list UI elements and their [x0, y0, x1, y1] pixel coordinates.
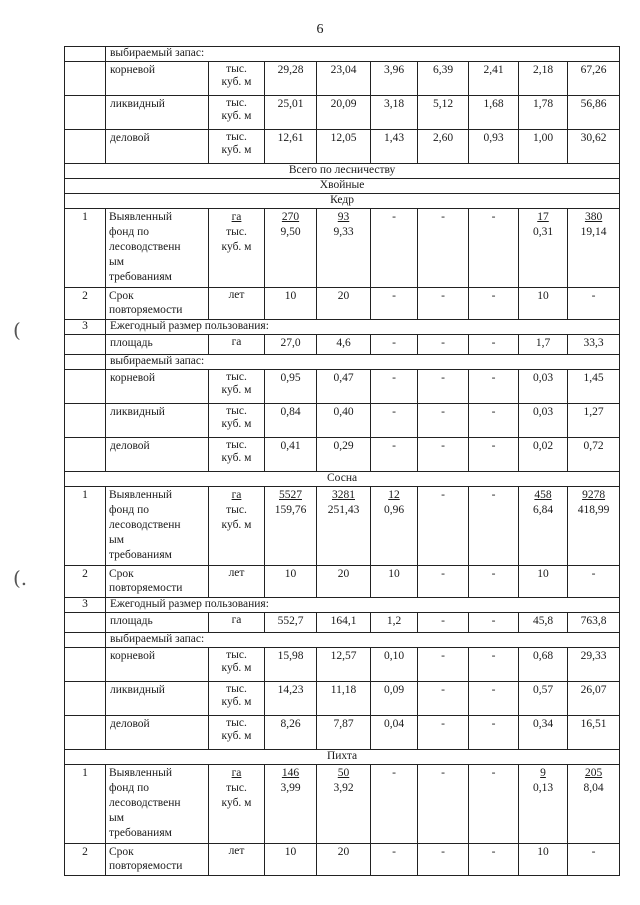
value-cell: -	[469, 404, 519, 438]
row-index: 1	[65, 487, 106, 566]
fund-label	[106, 487, 209, 566]
value-cell: 1,00	[519, 130, 568, 164]
table-row	[65, 844, 620, 876]
cell-line: тыс.	[226, 717, 247, 729]
row-index	[65, 47, 106, 62]
value-cell: 763,8	[568, 613, 620, 633]
section-group: Хвойные	[65, 179, 620, 194]
value-cell	[371, 765, 418, 844]
value-cell: -	[371, 370, 418, 404]
value-cell: 164,1	[317, 613, 371, 633]
row-label: деловой	[106, 716, 209, 750]
cell-line: куб. м	[221, 144, 252, 156]
table-row	[65, 370, 620, 404]
value-cell: -	[568, 844, 620, 876]
row-index: 2	[65, 844, 106, 876]
value-cell: 3,18	[371, 96, 418, 130]
cell-line: фонд по	[109, 504, 149, 516]
table-row	[65, 472, 620, 487]
value-cell: 1,78	[519, 96, 568, 130]
value-cell: 0,84	[265, 404, 317, 438]
cell-line: куб. м	[221, 418, 252, 430]
row-index	[65, 96, 106, 130]
value-cell: 33,3	[568, 335, 620, 355]
value-cell: -	[469, 288, 519, 320]
value-cell: 29,33	[568, 648, 620, 682]
value-cell: 12,05	[317, 130, 371, 164]
fund-label	[106, 209, 209, 288]
cell-line: тыс.	[226, 131, 247, 143]
cell-line: 418,99	[577, 504, 610, 516]
value-cell: -	[568, 288, 620, 320]
species-header: Кедр	[65, 194, 620, 209]
value-cell: -	[418, 288, 469, 320]
table-row	[65, 682, 620, 716]
cell-line: требованиям	[109, 827, 172, 839]
cell-line: куб. м	[221, 452, 252, 464]
value-cell	[568, 209, 620, 288]
cell-line: ым	[109, 534, 125, 546]
row-label: деловой	[106, 438, 209, 472]
table-row	[65, 750, 620, 765]
cell-line: куб. м	[221, 110, 252, 122]
row-label: корневой	[106, 370, 209, 404]
margin-mark: (	[13, 318, 21, 342]
value-cell: 0,29	[317, 438, 371, 472]
value-cell: 25,01	[265, 96, 317, 130]
row-index	[65, 716, 106, 750]
unit-cell: га	[209, 613, 265, 633]
cell-line: ым	[109, 256, 125, 268]
page-number: 6	[316, 22, 324, 37]
cell-line: повторяемости	[109, 304, 183, 316]
cell-line: куб. м	[221, 696, 252, 708]
value-cell: -	[418, 682, 469, 716]
value-cell: 29,28	[265, 62, 317, 96]
cell-line: требованиям	[109, 271, 172, 283]
table-row	[65, 62, 620, 96]
value-cell: -	[568, 566, 620, 598]
cell-line: тыс.	[226, 226, 247, 238]
fund-label	[106, 765, 209, 844]
cell-line: 17	[537, 211, 549, 223]
value-cell: -	[418, 566, 469, 598]
value-cell: 10	[371, 566, 418, 598]
row-index: 1	[65, 209, 106, 288]
value-cell: 10	[519, 566, 568, 598]
cell-line: лесоводственн	[109, 519, 181, 531]
table-row	[65, 566, 620, 598]
row-index	[65, 355, 106, 370]
value-cell: 0,95	[265, 370, 317, 404]
cell-line: лесоводственн	[109, 241, 181, 253]
value-cell: 56,86	[568, 96, 620, 130]
value-cell: -	[418, 335, 469, 355]
cell-line: 0,96	[383, 504, 405, 516]
cell-line: га	[231, 767, 242, 779]
value-cell: 30,62	[568, 130, 620, 164]
table-row	[65, 765, 620, 844]
row-index: 3	[65, 320, 106, 335]
value-cell: 2,60	[418, 130, 469, 164]
row-index	[65, 62, 106, 96]
table-row	[65, 320, 620, 335]
value-cell	[519, 765, 568, 844]
value-cell: 10	[265, 288, 317, 320]
unit-cell: лет	[209, 566, 265, 598]
cell-line: 19,14	[580, 226, 607, 238]
cell-line: лесоводственн	[109, 797, 181, 809]
value-cell: 0,04	[371, 716, 418, 750]
cell-line: Выявленный	[109, 767, 172, 779]
value-cell: 7,87	[317, 716, 371, 750]
annual-label: Ежегодный размер пользования:	[106, 598, 620, 613]
cell-line: куб. м	[221, 76, 252, 88]
row-index: 2	[65, 288, 106, 320]
cell-line: 159,76	[274, 504, 307, 516]
cell-line: -	[392, 211, 396, 223]
row-label: ликвидный	[106, 96, 209, 130]
table-row	[65, 194, 620, 209]
row-label: площадь	[106, 335, 209, 355]
cell-line: тыс.	[226, 649, 247, 661]
value-cell: -	[469, 682, 519, 716]
value-cell: -	[469, 844, 519, 876]
row-index	[65, 335, 106, 355]
value-cell: 14,23	[265, 682, 317, 716]
table-row	[65, 288, 620, 320]
value-cell	[371, 209, 418, 288]
row-label: корневой	[106, 62, 209, 96]
cell-line: Срок	[109, 568, 134, 580]
value-cell	[519, 487, 568, 566]
value-cell: 552,7	[265, 613, 317, 633]
period-label	[106, 288, 209, 320]
cell-line: требованиям	[109, 549, 172, 561]
value-cell: 16,51	[568, 716, 620, 750]
value-cell	[317, 487, 371, 566]
value-cell: 5,12	[418, 96, 469, 130]
cell-line: 12	[388, 489, 400, 501]
unit-cell	[209, 209, 265, 288]
value-cell: 26,07	[568, 682, 620, 716]
value-cell: -	[469, 716, 519, 750]
cell-line: фонд по	[109, 782, 149, 794]
unit-cell: лет	[209, 844, 265, 876]
value-cell: 20	[317, 844, 371, 876]
value-cell: 20,09	[317, 96, 371, 130]
cell-line: 9,50	[280, 226, 301, 238]
cell-line: га	[231, 489, 242, 501]
cell-line: Выявленный	[109, 211, 172, 223]
value-cell	[317, 765, 371, 844]
row-index: 1	[65, 765, 106, 844]
value-cell	[568, 487, 620, 566]
row-index	[65, 648, 106, 682]
cell-line: 251,43	[327, 504, 360, 516]
cell-line: 6,84	[532, 504, 554, 516]
value-cell: -	[418, 209, 469, 288]
cell-line: куб. м	[221, 519, 252, 531]
unit-cell	[209, 404, 265, 438]
value-cell: 10	[265, 844, 317, 876]
value-cell: -	[371, 404, 418, 438]
value-cell: -	[418, 716, 469, 750]
table-row	[65, 335, 620, 355]
value-cell: 0,03	[519, 404, 568, 438]
value-cell: 1,68	[469, 96, 519, 130]
value-cell	[371, 487, 418, 566]
value-cell: 20	[317, 566, 371, 598]
value-cell: 1,2	[371, 613, 418, 633]
value-cell: -	[371, 335, 418, 355]
cell-line: 9278	[582, 489, 606, 501]
cell-line: тыс.	[226, 371, 247, 383]
value-cell: 1,27	[568, 404, 620, 438]
unit-cell	[209, 96, 265, 130]
species-header: Сосна	[65, 472, 620, 487]
value-cell: -	[469, 765, 519, 844]
unit-cell	[209, 62, 265, 96]
row-label: деловой	[106, 130, 209, 164]
margin-mark: (.	[13, 566, 28, 590]
cell-line: тыс.	[226, 782, 247, 794]
value-cell: -	[418, 844, 469, 876]
table-row	[65, 47, 620, 62]
reserve-label: выбираемый запас:	[106, 355, 620, 370]
value-cell: 4,6	[317, 335, 371, 355]
period-label	[106, 566, 209, 598]
reserve-label: выбираемый запас:	[106, 633, 620, 648]
cell-line: тыс.	[226, 63, 247, 75]
value-cell: 27,0	[265, 335, 317, 355]
cell-line: 93	[337, 211, 350, 223]
cell-line: тыс.	[226, 504, 247, 516]
value-cell: 2,18	[519, 62, 568, 96]
unit-cell	[209, 765, 265, 844]
value-cell: -	[371, 288, 418, 320]
row-label: площадь	[106, 613, 209, 633]
value-cell: 45,8	[519, 613, 568, 633]
row-index	[65, 404, 106, 438]
cell-line: тыс.	[226, 405, 247, 417]
unit-cell	[209, 487, 265, 566]
cell-line: куб. м	[221, 384, 252, 396]
cell-line: 380	[584, 211, 603, 223]
table-row	[65, 96, 620, 130]
unit-cell	[209, 130, 265, 164]
table-body	[65, 47, 620, 876]
cell-line: 9	[540, 767, 546, 779]
row-index: 3	[65, 598, 106, 613]
value-cell: -	[469, 566, 519, 598]
value-cell: -	[418, 648, 469, 682]
value-cell: -	[418, 404, 469, 438]
cell-line: Выявленный	[109, 489, 172, 501]
value-cell: -	[371, 844, 418, 876]
value-cell: -	[469, 335, 519, 355]
value-cell: -	[469, 613, 519, 633]
table-row	[65, 598, 620, 613]
value-cell: 3,96	[371, 62, 418, 96]
value-cell: 12,57	[317, 648, 371, 682]
cell-line: повторяемости	[109, 582, 183, 594]
cell-line: 50	[337, 767, 350, 779]
value-cell	[265, 209, 317, 288]
value-cell: 15,98	[265, 648, 317, 682]
species-header: Пихта	[65, 750, 620, 765]
row-index	[65, 130, 106, 164]
unit-cell	[209, 648, 265, 682]
row-index	[65, 682, 106, 716]
value-cell: -	[469, 438, 519, 472]
value-cell	[265, 765, 317, 844]
reserve-label: выбираемый запас:	[106, 47, 620, 62]
unit-cell	[209, 370, 265, 404]
row-index	[65, 633, 106, 648]
value-cell: -	[418, 370, 469, 404]
row-index	[65, 613, 106, 633]
cell-line: куб. м	[221, 662, 252, 674]
value-cell: 1,43	[371, 130, 418, 164]
unit-cell: лет	[209, 288, 265, 320]
value-cell: 10	[519, 844, 568, 876]
value-cell: -	[469, 209, 519, 288]
value-cell: 0,41	[265, 438, 317, 472]
period-label	[106, 844, 209, 876]
section-total: Всего по лесничеству	[65, 164, 620, 179]
value-cell: -	[371, 438, 418, 472]
table-row	[65, 404, 620, 438]
cell-line: тыс.	[226, 439, 247, 451]
value-cell: 6,39	[418, 62, 469, 96]
cell-line: 458	[534, 489, 552, 501]
table-row	[65, 179, 620, 194]
value-cell: 0,02	[519, 438, 568, 472]
value-cell: -	[418, 613, 469, 633]
cell-line: повторяемости	[109, 860, 183, 872]
value-cell	[317, 209, 371, 288]
row-label: корневой	[106, 648, 209, 682]
cell-line: 146	[281, 767, 300, 779]
value-cell: 20	[317, 288, 371, 320]
cell-line: 205	[584, 767, 603, 779]
value-cell: 11,18	[317, 682, 371, 716]
cell-line: 0,13	[532, 782, 554, 794]
cell-line: куб. м	[221, 730, 252, 742]
unit-cell	[209, 682, 265, 716]
table-row	[65, 130, 620, 164]
value-cell: 1,7	[519, 335, 568, 355]
cell-line: 9,33	[333, 226, 354, 238]
cell-line: тыс.	[226, 683, 247, 695]
cell-line: -	[392, 767, 396, 779]
value-cell: 10	[519, 288, 568, 320]
value-cell: 0,40	[317, 404, 371, 438]
value-cell: -	[469, 370, 519, 404]
value-cell: -	[418, 765, 469, 844]
value-cell: 2,41	[469, 62, 519, 96]
value-cell: -	[418, 438, 469, 472]
cell-line: куб. м	[221, 797, 252, 809]
cell-line: ым	[109, 812, 125, 824]
cell-line: 270	[281, 211, 300, 223]
value-cell: 67,26	[568, 62, 620, 96]
row-label: ликвидный	[106, 682, 209, 716]
cell-line: 3,92	[333, 782, 354, 794]
value-cell	[519, 209, 568, 288]
value-cell: 0,57	[519, 682, 568, 716]
value-cell: 0,47	[317, 370, 371, 404]
unit-cell: га	[209, 335, 265, 355]
cell-line: тыс.	[226, 97, 247, 109]
value-cell: 0,93	[469, 130, 519, 164]
unit-cell	[209, 716, 265, 750]
cell-line: 8,04	[583, 782, 604, 794]
table-row	[65, 209, 620, 288]
cell-line: Срок	[109, 290, 134, 302]
value-cell: 23,04	[317, 62, 371, 96]
row-label: ликвидный	[106, 404, 209, 438]
table-row	[65, 648, 620, 682]
cell-line: 5527	[279, 489, 302, 501]
forest-use-table	[64, 46, 620, 876]
value-cell: 8,26	[265, 716, 317, 750]
table-row	[65, 613, 620, 633]
value-cell	[568, 765, 620, 844]
value-cell: 12,61	[265, 130, 317, 164]
cell-line: 3,99	[280, 782, 301, 794]
table-row	[65, 355, 620, 370]
table-row	[65, 438, 620, 472]
value-cell: -	[469, 487, 519, 566]
value-cell: 0,72	[568, 438, 620, 472]
annual-label: Ежегодный размер пользования:	[106, 320, 620, 335]
value-cell: 0,34	[519, 716, 568, 750]
cell-line: 3281	[332, 489, 355, 501]
table-row	[65, 487, 620, 566]
row-index: 2	[65, 566, 106, 598]
value-cell: 0,10	[371, 648, 418, 682]
table-row	[65, 633, 620, 648]
value-cell: 0,68	[519, 648, 568, 682]
value-cell: 0,09	[371, 682, 418, 716]
cell-line: га	[231, 211, 242, 223]
cell-line: Срок	[109, 846, 134, 858]
cell-line: куб. м	[221, 241, 252, 253]
value-cell: -	[418, 487, 469, 566]
table-row	[65, 164, 620, 179]
cell-line: 0,31	[532, 226, 554, 238]
value-cell	[265, 487, 317, 566]
value-cell: 0,03	[519, 370, 568, 404]
row-index	[65, 370, 106, 404]
value-cell: -	[469, 648, 519, 682]
value-cell: 1,45	[568, 370, 620, 404]
value-cell: 10	[265, 566, 317, 598]
cell-line: фонд по	[109, 226, 149, 238]
row-index	[65, 438, 106, 472]
unit-cell	[209, 438, 265, 472]
table-row	[65, 716, 620, 750]
